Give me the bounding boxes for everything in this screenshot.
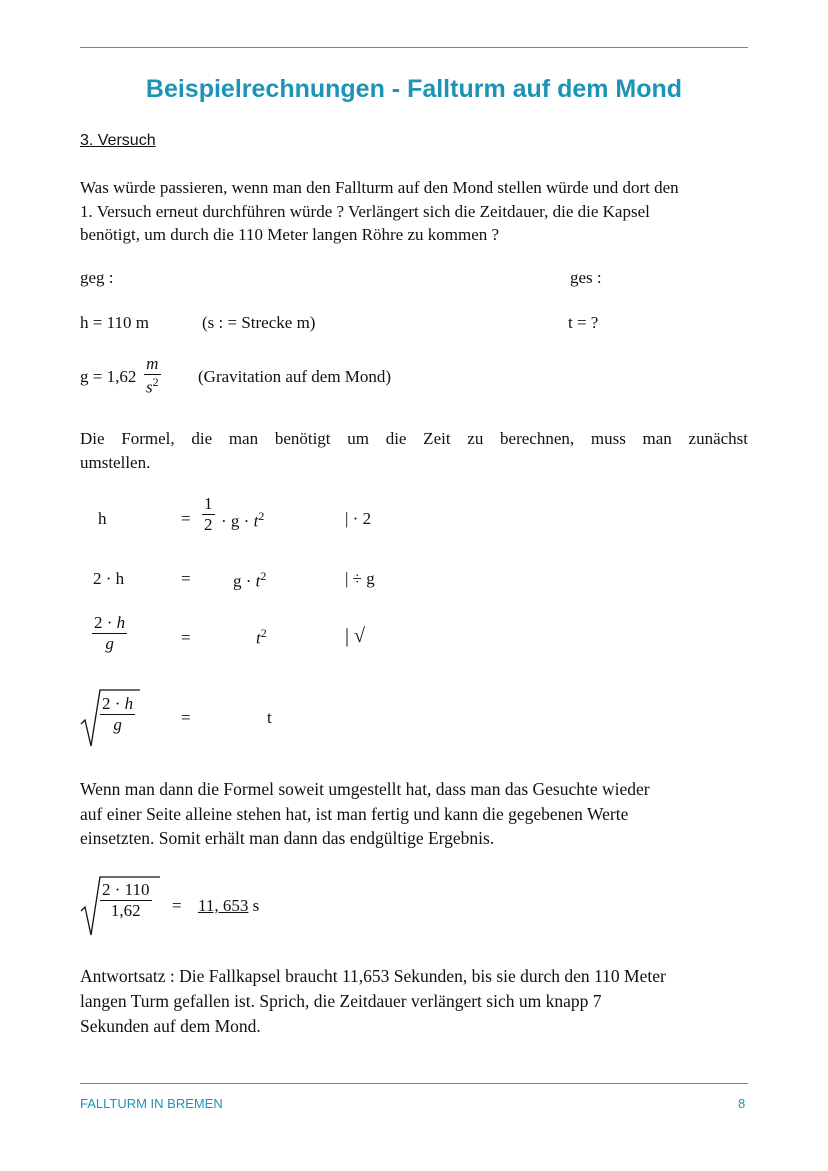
gravity-unit-fraction [144,354,161,398]
row3-num-b: h [116,613,126,632]
intro-paragraph [80,176,748,247]
given-label: geg : [80,268,114,287]
row1-half-fraction [202,494,215,535]
result-eq: = [172,896,182,915]
sought-label: ges : [570,268,602,287]
given-gravity-note: (Gravitation auf dem Mond) [198,367,392,386]
row4-num-b: h [124,694,134,713]
row2-rhs [233,569,266,592]
row3-num-a: 2 · [94,613,117,632]
row2-eq: = [181,569,191,588]
footer-rule [80,1083,748,1084]
row1-half-num: 1 [204,494,213,513]
row3-rhs [256,626,267,649]
result-num: 2 · 110 [102,880,150,899]
row1-half-den: 2 [204,515,213,534]
row4-num-a: 2 · [102,694,125,713]
answer-line-2: langen Turm gefallen ist. Sprich, die Zeitdauer verlängert sich um knapp 7 [80,991,602,1011]
row2-rhs-text: g · [233,571,256,591]
given-height-note: (s : = Strecke m) [202,313,316,332]
given-gravity: g = 1,62 [80,367,137,386]
result-unit: s [252,896,260,915]
row3-den: g [105,634,114,653]
row1-rhs [221,509,264,532]
row3-fraction [92,613,127,654]
result-value: 11, 653 [198,896,249,915]
row4-fraction [100,694,135,735]
intro-line-2: 1. Versuch erneut durchführen würde ? Verlängert sich die Zeitdauer, die die Kapsel [80,201,650,221]
row4-num [100,694,135,714]
result-fraction [100,880,152,921]
row4-rhs: t [267,708,272,727]
page-title: Beispielrechnungen - Fallturm auf dem Mond [145,75,683,103]
explanation-line-2: auf einer Seite alleine stehen hat, ist man fertig und kann die gegebenen Werte [80,803,629,824]
intro-line-3: benötigt, um durch die 110 Meter langen Röhre zu kommen ? [80,225,500,244]
explanation-line-3: einsetzten. Somit erhält man dann das endgültige Ergebnis. [80,828,495,848]
footer-title: FALLTURM IN BREMEN [80,1096,223,1111]
gravity-unit-s: s [146,377,153,397]
explanation-paragraph [80,777,748,851]
formula-intro-line-1: Die Formel, die man benötigt um die Zeit zu berechnen, muss man zunächst [80,429,748,448]
intro-line-1: Was würde passieren, wenn man den Fallturm auf den Mond stellen würde und dort den [80,178,679,197]
row3-t: t [256,628,261,648]
row3-eq: = [181,628,191,647]
answer-paragraph [80,964,748,1039]
given-height: h = 110 m [80,313,149,332]
row1-eq: = [181,509,191,528]
gravity-unit-denominator [144,375,161,398]
result-den: 1,62 [110,901,141,920]
row1-rhs-text: · g · [221,511,254,531]
result-value-wrap [198,896,259,916]
page-number: 8 [738,1096,746,1111]
row2-exp: 2 [260,569,267,583]
row1-exp: 2 [258,509,265,523]
answer-line-3: Sekunden auf dem Mond. [80,1016,261,1036]
row2-op: | ÷ g [345,569,375,588]
top-rule [80,47,748,48]
row2-lhs: 2 · h [93,569,125,588]
row4-eq: = [181,708,191,727]
explanation-line-1: Wenn man dann die Formel soweit umgestellt hat, dass man das Gesuchte wieder [80,779,650,799]
formula-intro-line-2: umstellen. [80,452,151,472]
row1-op: | · 2 [345,509,372,528]
row3-num [92,613,127,633]
sought-time: t = ? [568,313,599,332]
row2-t: t [255,571,261,591]
answer-line-1: Antwortsatz : Die Fallkapsel braucht 11,653 Sekunden, bis sie durch den 110 Meter [80,966,666,986]
formula-intro-paragraph [80,427,748,474]
row4-den: g [113,715,122,734]
gravity-unit-exponent: 2 [152,375,159,389]
row1-lhs: h [98,509,107,528]
section-heading: 3. Versuch [80,132,156,149]
row1-t: t [253,511,259,531]
gravity-unit-numerator: m [146,354,159,373]
row3-op: | √ [345,625,365,647]
row3-exp: 2 [260,626,267,640]
